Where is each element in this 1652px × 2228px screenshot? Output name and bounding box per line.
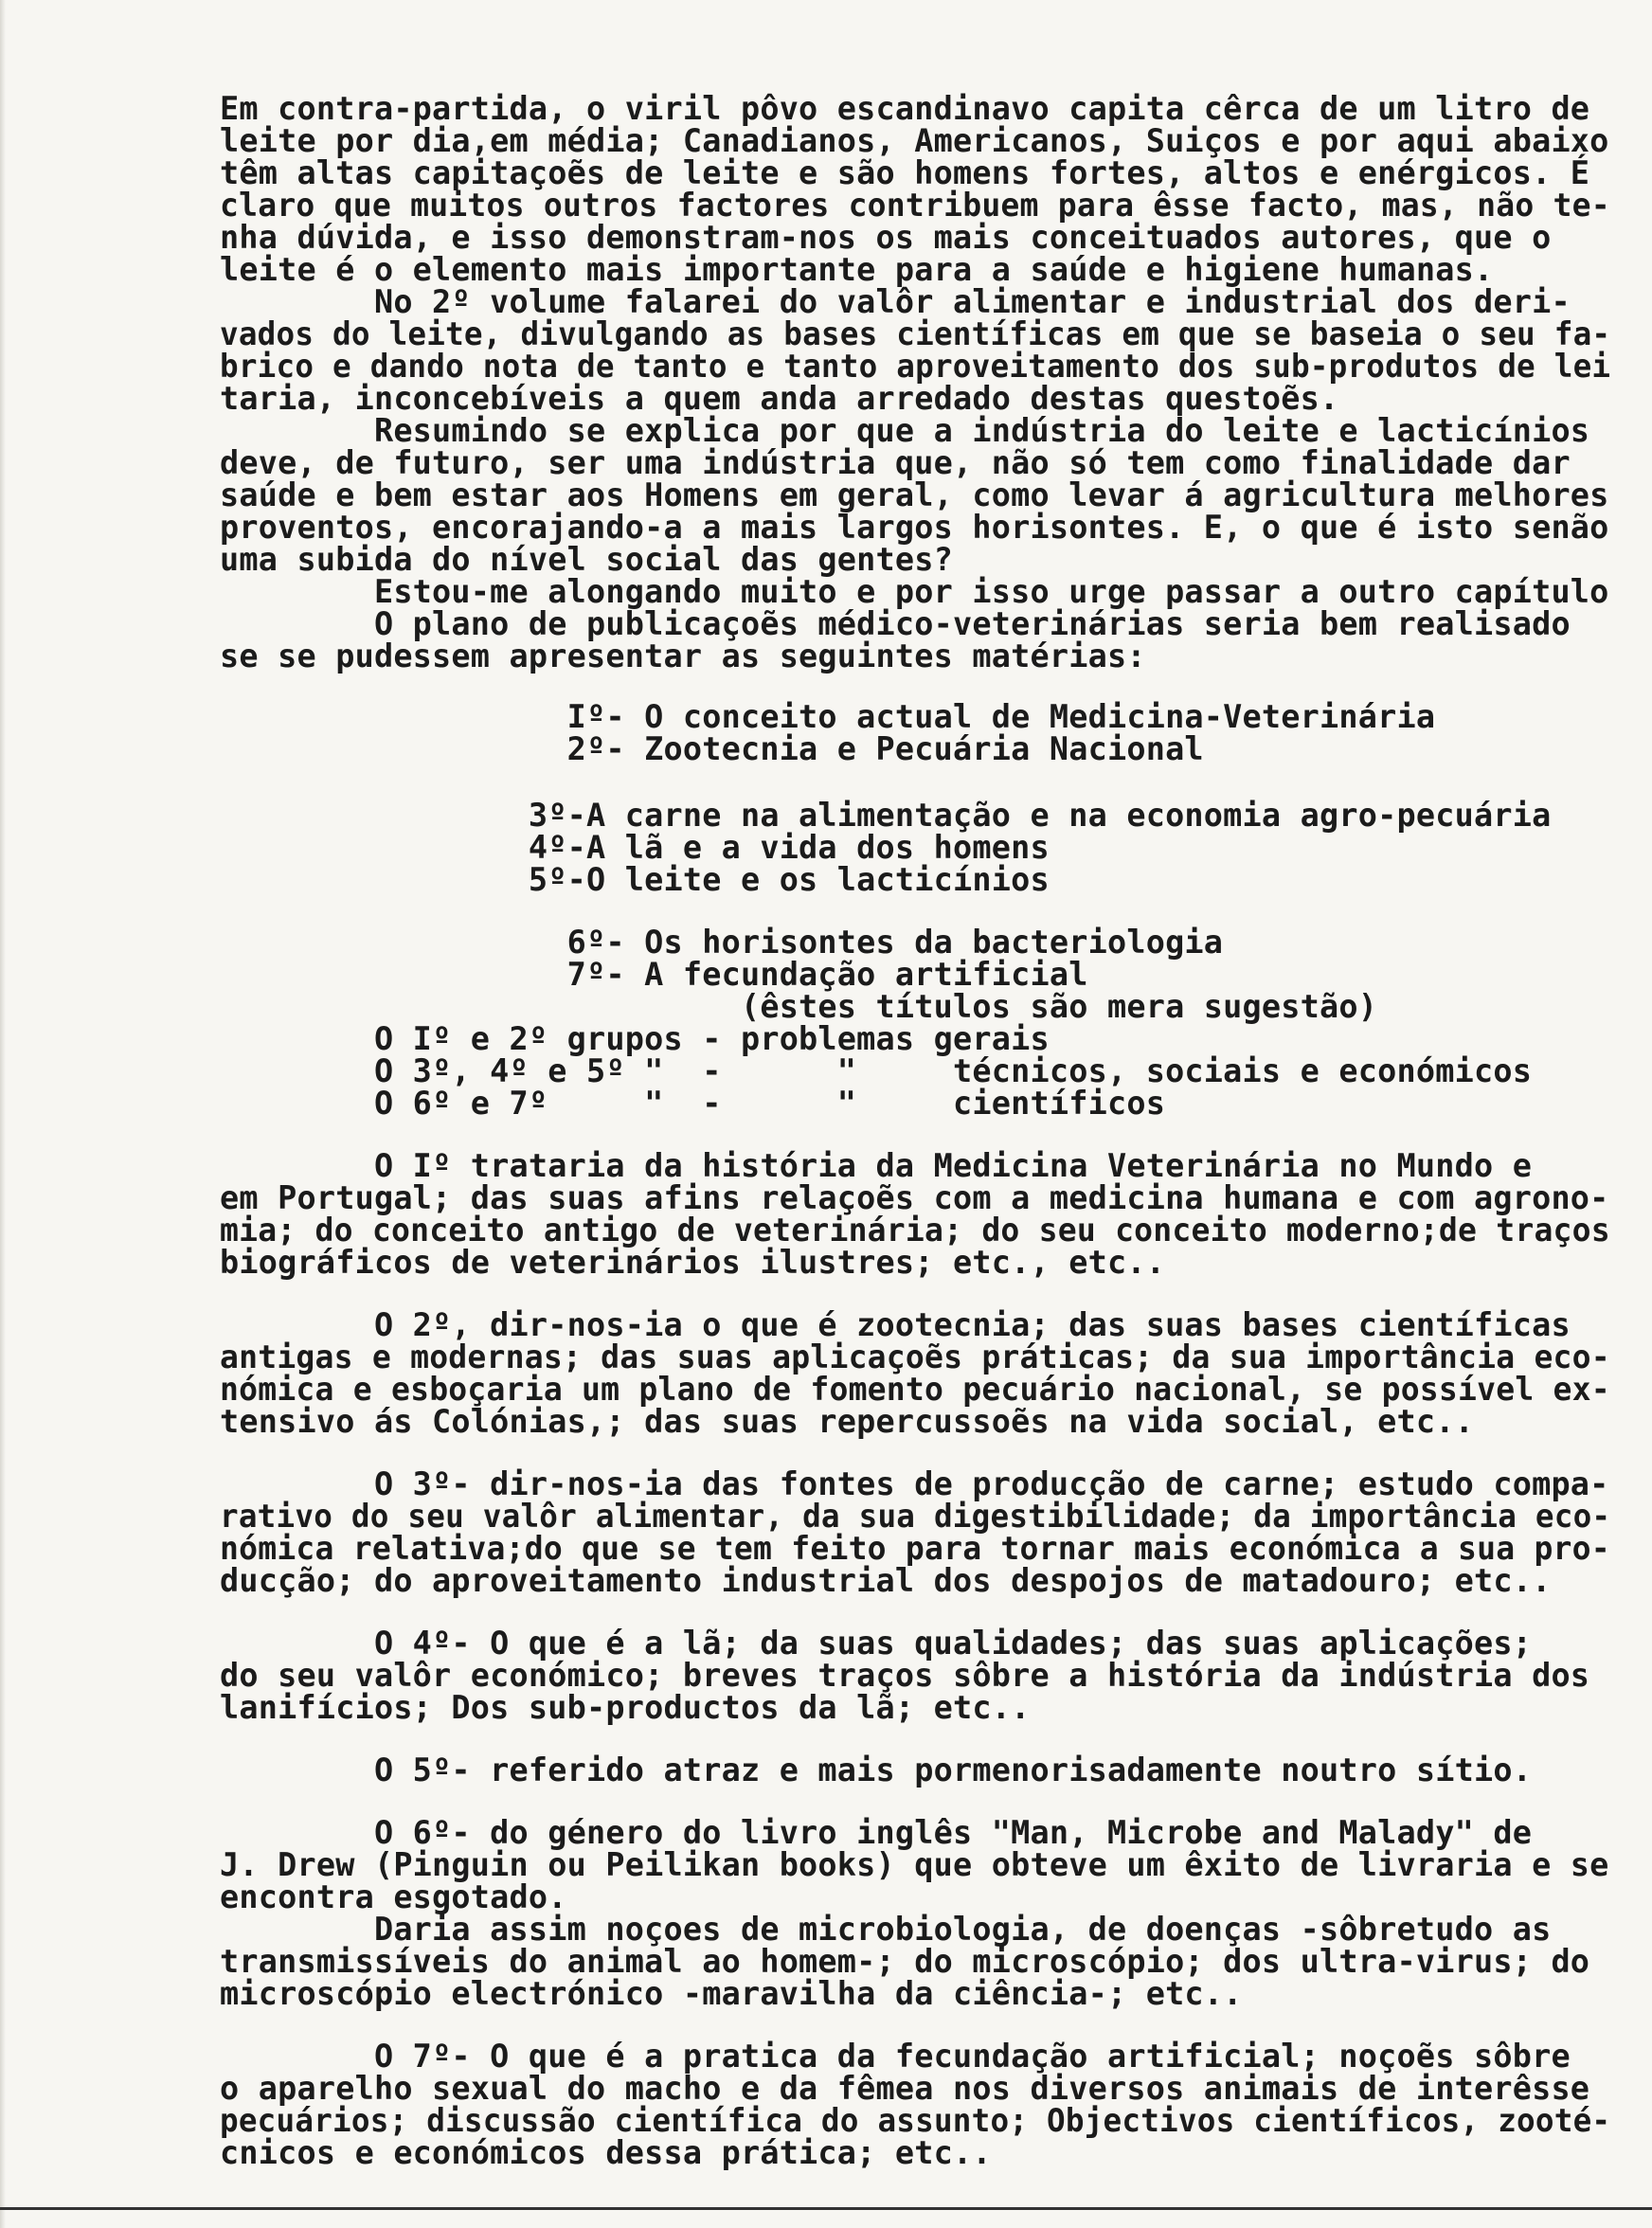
text-line: proventos, encorajando-a a mais largos horisontes. E, o que é isto senão xyxy=(220,509,1609,546)
text-line: leite por dia,em média; Canadianos, Americanos, Suiços e por aqui abaixo xyxy=(220,122,1609,159)
text-line: nómica relativa;do que se tem feito para tornar mais económica a sua pro- xyxy=(220,1530,1610,1567)
text-line: O 6º e 7º " - " científicos xyxy=(220,1085,1166,1122)
text-line: em Portugal; das suas afins relaçoẽs com a medicina humana e com agrono- xyxy=(220,1179,1609,1216)
text-line: nómica e esboçaria um plano de fomento pecuário nacional, se possível ex- xyxy=(220,1371,1610,1408)
text-line: No 2º volume falarei do valôr alimentar e industrial dos deri- xyxy=(220,283,1571,320)
text-line: leite é o elemento mais importante para a saúde e higiene humanas. xyxy=(220,251,1494,288)
text-line: tensivo ás Colónias,; das suas repercussoẽs na vida social, etc.. xyxy=(220,1403,1474,1440)
list-item: 6º- Os horisontes da bacteriologia xyxy=(220,924,1224,961)
text-line: microscópio electrónico -maravilha da ciência-; etc.. xyxy=(220,1975,1243,2012)
list-item: 7º- A fecundação artificial xyxy=(220,956,1088,993)
scan-edge-shadow xyxy=(0,0,6,2228)
text-line: Estou-me alongando muito e por isso urge passar a outro capítulo xyxy=(220,573,1609,610)
text-line: O 3º, 4º e 5º " - " técnicos, sociais e económicos xyxy=(220,1052,1533,1089)
text-line: O 6º- do género do livro inglês "Man, Microbe and Malady" de xyxy=(220,1814,1533,1851)
text-line: deve, de futuro, ser uma indústria que, não só tem como finalidade dar xyxy=(220,444,1571,481)
list-item: 2º- Zootecnia e Pecuária Nacional xyxy=(220,730,1204,767)
page-bottom-edge xyxy=(0,2207,1652,2210)
text-line: rativo do seu valôr alimentar, da sua digestibilidade; da importância eco- xyxy=(220,1498,1611,1535)
text-line: taria, inconcebíveis a quem anda arredado destas questoẽs. xyxy=(220,380,1339,417)
list-item: 4º-A lã e a vida dos homens xyxy=(220,829,1050,866)
text-line: O plano de publicaçoẽs médico-veterinárias seria bem realisado xyxy=(220,605,1571,642)
text-line: O Iº trataria da história da Medicina Veterinária no Mundo e xyxy=(220,1147,1533,1184)
text-line: O Iº e 2º grupos - problemas gerais xyxy=(220,1020,1050,1057)
text-line: O 5º- referido atraz e mais pormenorisadamente noutro sítio. xyxy=(220,1752,1533,1788)
text-line: O 3º- dir-nos-ia das fontes de producção de carne; estudo compa- xyxy=(220,1465,1609,1502)
text-line: brico e dando nota de tanto e tanto aproveitamento dos sub-produtos de lei xyxy=(220,348,1611,385)
text-line: Resumindo se explica por que a indústria do leite e lacticínios xyxy=(220,412,1590,449)
text-line: mia; do conceito antigo de veterinária; do seu conceito moderno;de traços xyxy=(220,1212,1610,1249)
text-line: O 4º- O que é a lã; da suas qualidades; das suas aplicações; xyxy=(220,1625,1533,1662)
text-line: cnicos e económicos dessa prática; etc.. xyxy=(220,2134,992,2171)
text-line: nha dúvida, e isso demonstram-nos os mais conceituados autores, que o xyxy=(220,219,1552,256)
text-line: J. Drew (Pinguin ou Peilikan books) que obteve um êxito de livraria e se xyxy=(220,1846,1609,1883)
list-item: 3º-A carne na alimentação e na economia agro-pecuária xyxy=(220,797,1552,834)
text-line: O 7º- O que é a pratica da fecundação artificial; noçoẽs sôbre xyxy=(220,2038,1571,2075)
text-line: Em contra-partida, o viril pôvo escandinavo capita cêrca de um litro de xyxy=(220,90,1590,127)
text-line: encontra esgotado. xyxy=(220,1878,567,1915)
list-item: 5º-O leite e os lacticínios xyxy=(220,861,1050,898)
list-item: Iº- O conceito actual de Medicina-Veterinária xyxy=(220,698,1436,735)
text-line: (êstes títulos são mera sugestão) xyxy=(220,988,1378,1025)
text-line: transmissíveis do animal ao homem-; do microscópio; dos ultra-virus; do xyxy=(220,1943,1590,1980)
text-line: lanifícios; Dos sub-productos da lã; etc.. xyxy=(220,1689,1031,1726)
text-line: se se pudessem apresentar as seguintes matérias: xyxy=(220,638,1146,674)
text-line: vados do leite, divulgando as bases científicas em que se baseia o seu fa- xyxy=(220,315,1611,352)
text-line: ducção; do aproveitamento industrial dos despojos de matadouro; etc.. xyxy=(220,1562,1552,1599)
text-line: antigas e modernas; das suas aplicaçoẽs práticas; da sua importância eco- xyxy=(220,1339,1610,1375)
text-line: saúde e bem estar aos Homens em geral, como levar á agricultura melhores xyxy=(220,476,1609,513)
text-line: O 2º, dir-nos-ia o que é zootecnia; das suas bases científicas xyxy=(220,1306,1571,1343)
text-line: do seu valôr económico; breves traços sôbre a história da indústria dos xyxy=(220,1657,1590,1694)
text-line: Daria assim noçoes de microbiologia, de doenças -sôbretudo as xyxy=(220,1911,1552,1948)
text-line: uma subida do nível social das gentes? xyxy=(220,541,954,578)
text-line: biográficos de veterinários ilustres; etc., etc.. xyxy=(220,1244,1166,1281)
text-line: pecuários; discussão científica do assunto; Objectivos científicos, zooté- xyxy=(220,2102,1611,2139)
text-line: claro que muitos outros factores contribuem para êsse facto, mas, não te- xyxy=(220,187,1610,224)
text-line: o aparelho sexual do macho e da fêmea nos diversos animais de interêsse xyxy=(220,2070,1590,2107)
text-line: têm altas capitaçoẽs de leite e são homens fortes, altos e enérgicos. É xyxy=(220,154,1590,191)
